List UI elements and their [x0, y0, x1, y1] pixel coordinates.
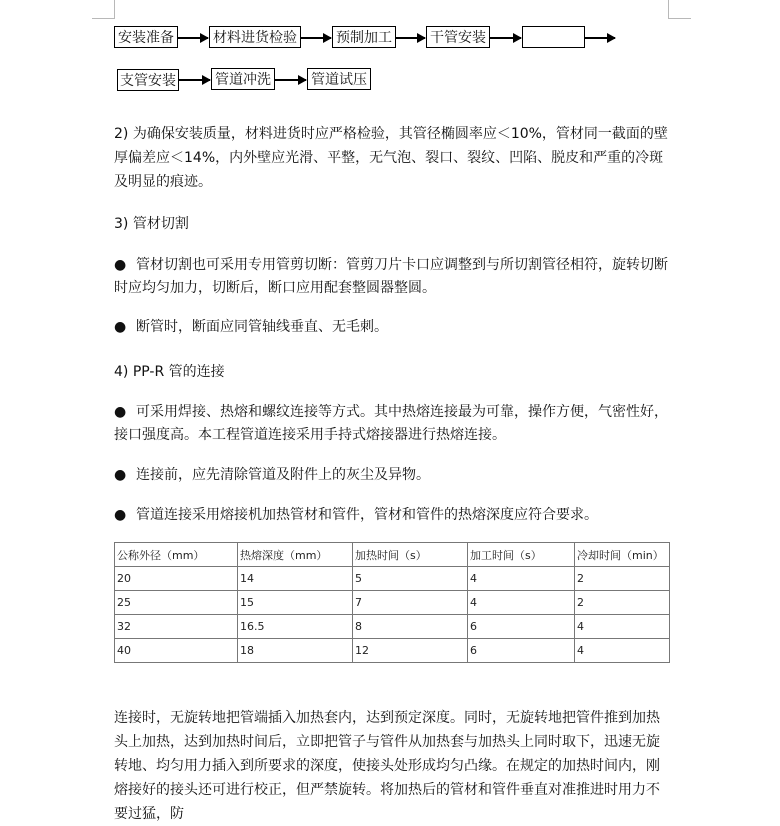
table-cell: 15: [238, 591, 353, 615]
flow-arrow: [301, 37, 331, 39]
bullet-text: 连接前，应先清除管道及附件上的灰尘及异物。: [136, 467, 430, 483]
table-cell: 25: [115, 591, 238, 615]
bullet-text: 可采用焊接、热熔和螺纹连接等方式。其中热熔连接最为可靠，操作方便，气密性好，接口强度高。本工程管道连接采用手持式熔接器进行热熔连接。: [114, 404, 668, 443]
flow-step-main-pipe: 干管安装: [426, 26, 490, 48]
bullet-text: 断管时，断面应同管轴线垂直、无毛刺。: [136, 319, 388, 335]
table-header-cell: 热熔深度（mm）: [238, 543, 353, 567]
table-header-row: [115, 543, 670, 567]
table-row: [115, 639, 670, 663]
flow-step-pressure-test: 管道试压: [307, 68, 371, 90]
table-cell: 2: [575, 591, 670, 615]
page-corner-mark-right: [668, 0, 691, 19]
table-cell: 4: [575, 615, 670, 639]
flow-step-prepare: 安装准备: [114, 26, 178, 48]
table-cell: 4: [468, 591, 575, 615]
table-cell: 2: [575, 567, 670, 591]
hot-melt-parameter-table: [114, 542, 670, 663]
table-header-cell: 公称外径（mm）: [115, 543, 238, 567]
table-cell: 4: [575, 639, 670, 663]
flow-arrow: [178, 37, 208, 39]
bullet-dot: ●: [114, 507, 127, 523]
table-cell: 40: [115, 639, 238, 663]
flow-step-prefabrication: 预制加工: [332, 26, 396, 48]
bullet-text: 管道连接采用熔接机加热管材和管件，管材和管件的热熔深度应符合要求。: [136, 507, 598, 523]
bullet-dot: ●: [114, 467, 127, 483]
table-row: [115, 567, 670, 591]
paragraph-material-inspection: 2) 为确保安装质量，材料进货时应严格检验，其管径椭圆率应＜10%，管材同一截面的壁厚偏差应＜14%，内外壁应光滑、平整，无气泡、裂口、裂纹、凹陷、脱皮和严重的冷斑及明显的痕迹。: [114, 126, 668, 190]
table-cell: 32: [115, 615, 238, 639]
table-cell: 20: [115, 567, 238, 591]
table-header-cell: 加工时间（s）: [468, 543, 575, 567]
flow-arrow: [179, 79, 210, 81]
table-header-cell: 冷却时间（min）: [575, 543, 670, 567]
heading-pprpipe-connection: 4) PP-R 管的连接: [114, 364, 225, 380]
flow-arrow: [275, 79, 306, 81]
bullet-dot: ●: [114, 257, 127, 273]
heading-pipe-cutting: 3) 管材切割: [114, 216, 189, 232]
table-cell: 5: [353, 567, 468, 591]
bullet-connection-2: [114, 464, 670, 487]
table-cell: 7: [353, 591, 468, 615]
paragraph-connection-procedure: 连接时，无旋转地把管端插入加热套内，达到预定深度。同时，无旋转地把管件推到加热头上加热，达到加热时间后，立即把管子与管件从加热套与加热头上同时取下，迅速无旋转地、均匀用力插入到所要求的深度，使接头处形成均匀凸缘。在规定的加热时间内，刚熔接好的接头还可进行校正，但严禁旋转。将加热后的管材和管件垂直对准推进时用力不要过猛，防: [114, 710, 660, 822]
table-cell: 8: [353, 615, 468, 639]
table-row: [115, 591, 670, 615]
bullet-connection-1: [114, 401, 670, 447]
bullet-pipe-cutting-1: [114, 254, 670, 300]
page-corner-mark-left: [92, 0, 115, 19]
table-cell: 4: [468, 567, 575, 591]
table-cell: 18: [238, 639, 353, 663]
bullet-pipe-cutting-2: [114, 316, 670, 339]
table-cell: 6: [468, 615, 575, 639]
table-cell: 6: [468, 639, 575, 663]
table-header-cell: 加热时间（s）: [353, 543, 468, 567]
flow-arrow: [585, 37, 615, 39]
bullet-connection-3: [114, 504, 670, 527]
flow-arrow: [396, 37, 425, 39]
flow-step-flushing: 管道冲洗: [211, 68, 275, 90]
table-cell: 16.5: [238, 615, 353, 639]
bullet-dot: ●: [114, 404, 127, 420]
flow-step-empty: [522, 26, 585, 48]
table-cell: 12: [353, 639, 468, 663]
table-row: [115, 615, 670, 639]
flow-arrow: [490, 37, 521, 39]
flow-step-material-inspection: 材料进货检验: [209, 26, 301, 48]
bullet-dot: ●: [114, 319, 127, 335]
flow-step-branch-pipe: 支管安装: [117, 69, 179, 91]
table-cell: 14: [238, 567, 353, 591]
bullet-text: 管材切割也可采用专用管剪切断：管剪刀片卡口应调整到与所切割管径相符，旋转切断时应均匀加力，切断后，断口应用配套整圆器整圆。: [114, 257, 668, 296]
